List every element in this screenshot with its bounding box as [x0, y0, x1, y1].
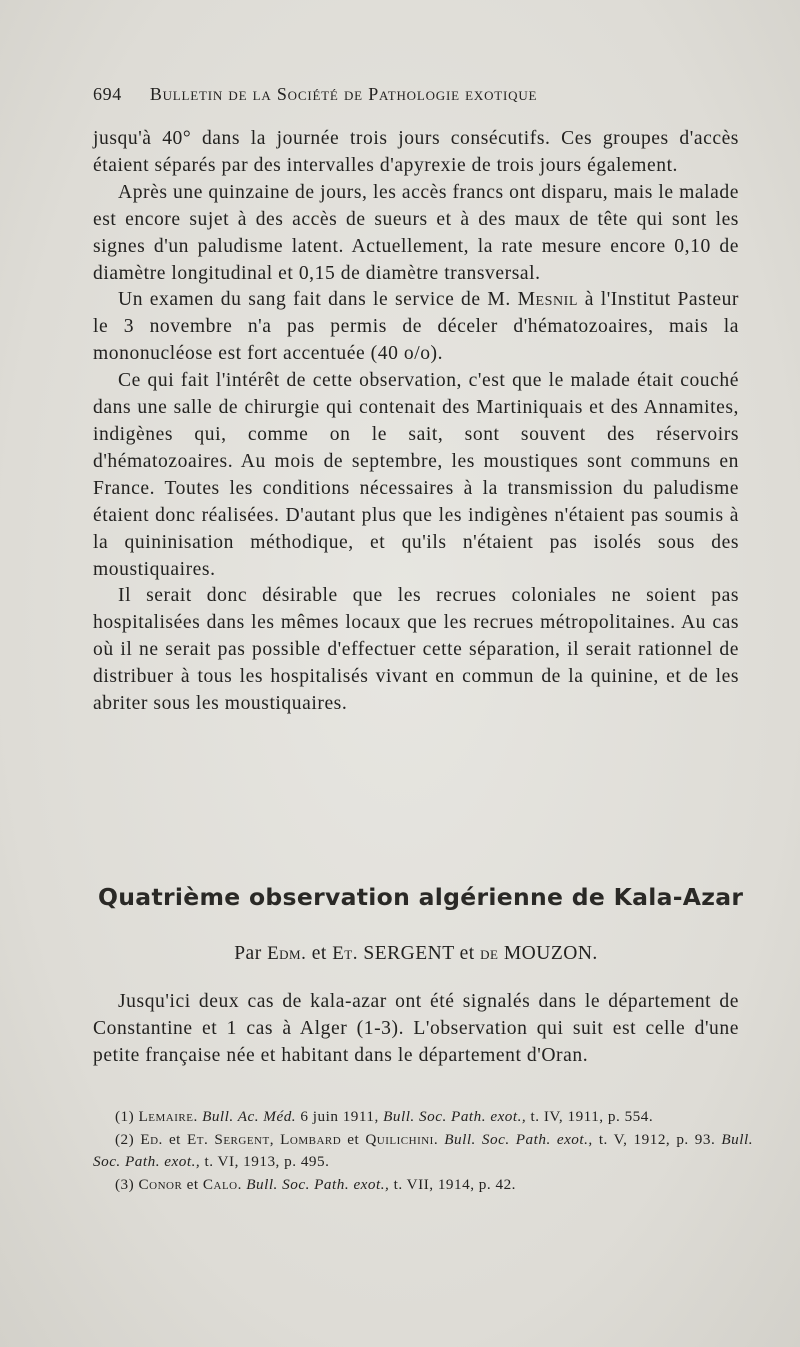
footnote-2-et-1: et [168, 1130, 181, 1148]
footnote-3-journal: Bull. Soc. Path. exot., [246, 1175, 390, 1193]
footnote-2-volume: t. V, 1912, p. 93. [598, 1130, 716, 1148]
byline-et2: et [459, 943, 475, 964]
footnote-1 [93, 1106, 753, 1129]
byline [93, 943, 739, 965]
footnotes [93, 1106, 753, 1196]
byline-surname1: SERGENT [363, 943, 455, 964]
footnote-3-author-2: Calo. [202, 1175, 242, 1193]
footnote-1-journal-2: Bull. Soc. Path. exot., [383, 1108, 527, 1125]
paragraph-4: Ce qui fait l'intérêt de cette observation, c'est que le malade était couché dans une salle de chirurgie qui contenait des Martiniquais et des Annamites, indigènes qui, comme on le sait, sont souvent des réservoirs d'hématozoaires. Au mois de septembre, les moustiques sont communs en France. Toutes les conditions nécessaires à la transmission du paludisme étaient donc réalisées. D'autant plus que les indigènes n'étaient pas soumis à la quininisation méthodique, et qu'ils n'étaient pas isolés sous des moustiquaires. [93, 370, 739, 580]
paragraph-5: Il serait donc désirable que les recrues coloniales ne soient pas hospitalisées dans les mêmes locaux que les recrues métropolitaines. Au cas où il ne serait pas possible d'effectuer cette séparation, il serait rationnel de distribuer à tous les hospitalisés vivant en commun de la quinine, et de les abriter sous les moustiquaires. [93, 585, 739, 715]
footnote-1-journal: Bull. Ac. Méd. [202, 1108, 297, 1125]
body-text [93, 126, 739, 718]
byline-par: Par [234, 943, 262, 964]
intro-text [93, 988, 739, 1069]
footnote-3-number: (3) [115, 1175, 135, 1193]
footnote-2-journal-2: Bull. Soc. Path. exot., [93, 1130, 753, 1170]
footnote-3-author-1: Conor [138, 1175, 183, 1193]
footnote-3-volume: t. VII, 1914, p. 42. [393, 1175, 516, 1193]
footnote-2-journal: Bull. Soc. Path. exot., [444, 1130, 593, 1148]
footnote-2-author-2: Et. Sergent, Lombard [187, 1130, 342, 1148]
footnote-3 [93, 1174, 753, 1197]
footnote-2-et-2: et [347, 1130, 360, 1148]
footnote-1-volume: t. IV, 1911, p. 554. [530, 1108, 654, 1125]
byline-de: de [480, 943, 499, 964]
paragraph-2: Après une quinzaine de jours, les accès francs ont disparu, mais le malade est encore sujet à des accès de sueurs et à des maux de tête qui sont les signes d'un paludisme latent. Actuellement, la rate mesure encore 0,10 de diamètre longitudinal et 0,15 de diamètre transversal. [93, 181, 739, 284]
author-mesnil: Mesnil [517, 289, 578, 311]
footnote-2-author-1: Ed. [140, 1130, 163, 1148]
byline-author2: Et. [332, 943, 358, 964]
byline-surname2: MOUZON. [503, 943, 598, 964]
footnote-1-date: 6 juin 1911, [300, 1108, 379, 1125]
footnote-1-number: (1) [115, 1108, 135, 1125]
paragraph-3-end: à l'Institut Pasteur le 3 novembre n'a pas permis de déceler d'hématozoaires, mais la mononucléose est fort accentuée (40 o/o). [93, 289, 739, 365]
byline-et1: et [311, 943, 327, 964]
footnote-2-volume-2: t. VI, 1913, p. 495. [204, 1153, 330, 1170]
running-title: Bulletin de la Société de Pathologie exotique [149, 84, 538, 104]
section-title: Quatrième observation algérienne de Kala-Azar [98, 883, 744, 911]
intro-paragraph: Jusqu'ici deux cas de kala-azar ont été signalés dans le département de Constantine et 1 cas à Alger (1-3). L'observation qui suit est celle d'une petite française née et habitant dans le département d'Oran. [93, 991, 739, 1066]
footnote-2 [93, 1129, 753, 1174]
paragraph-3 [93, 287, 739, 368]
running-header [93, 84, 743, 105]
footnote-2-number: (2) [115, 1130, 135, 1148]
page-number: 694 [93, 84, 122, 104]
byline-author1: Edm. [267, 943, 307, 964]
footnote-3-et: et [186, 1175, 199, 1193]
footnote-2-author-3: Quilichini. [365, 1130, 439, 1148]
footnote-1-author: Lemaire. [138, 1108, 198, 1125]
paragraph-1: jusqu'à 40° dans la journée trois jours consécutifs. Ces groupes d'accès étaient séparés par des intervalles d'apyrexie de trois jours également. [93, 128, 739, 176]
paragraph-3-start: Un examen du sang fait dans le service de M. [118, 289, 511, 311]
